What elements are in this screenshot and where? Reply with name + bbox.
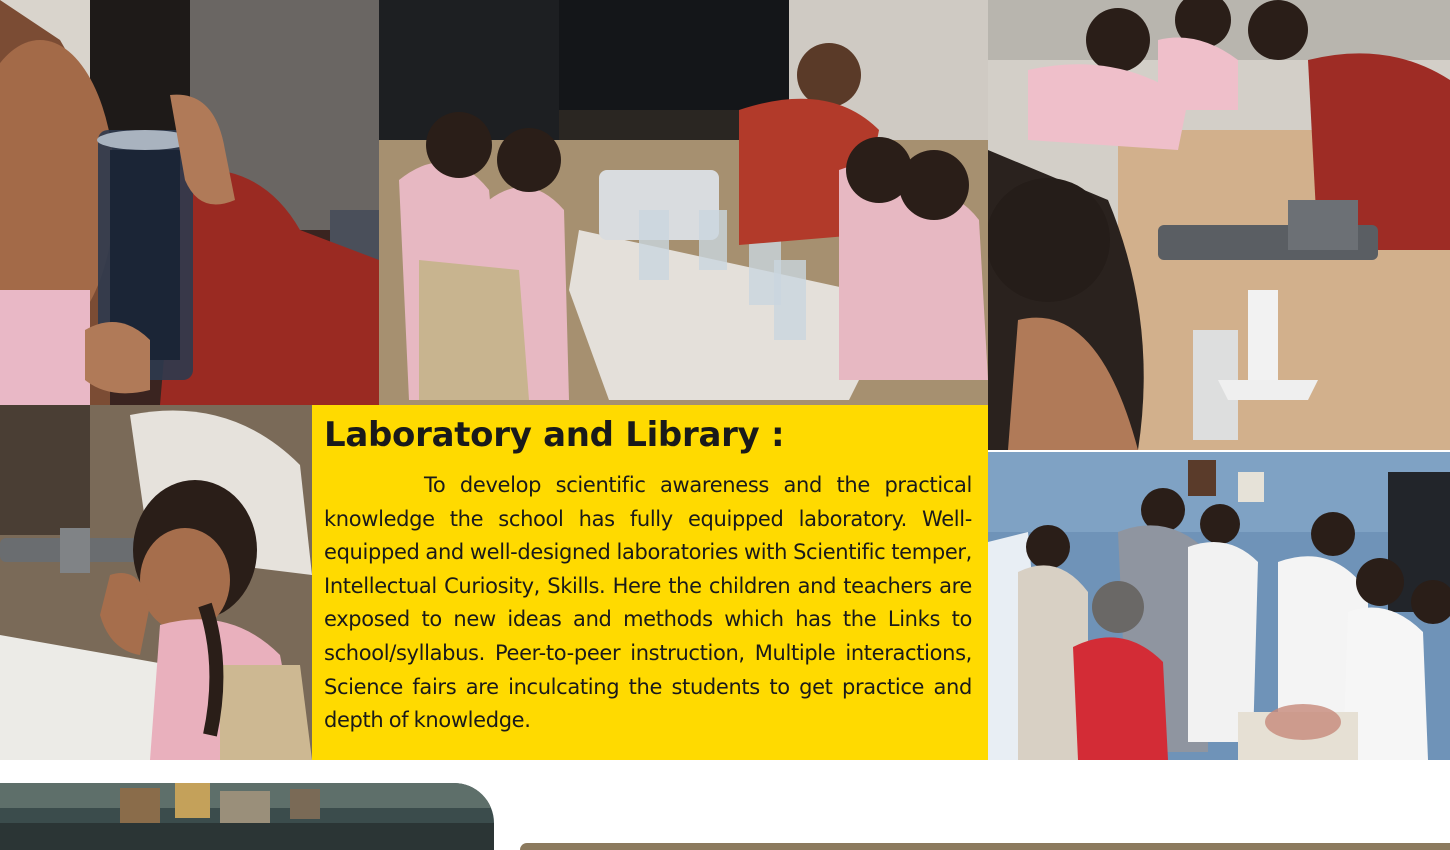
section-body-text: To develop scientific awareness and the practical knowledge the school has fully equipped laboratory. Well-equipped and well-designed laboratories with Scientific temper, Intellectual Curiosity, Skills. Here the children and teachers are exposed to new ideas and methods which has the Links to school/syllabus. Peer-to-peer instruction, Multiple interactions, Science fairs are inculcating the students to get practice and depth of knowledge.	[324, 473, 972, 733]
photo-girl-looking-through-instrument	[0, 405, 312, 760]
photo-science-fair-visitors	[988, 452, 1450, 760]
laboratory-library-panel	[312, 405, 988, 760]
photo-teacher-with-students-microscopes	[379, 0, 988, 405]
photo-boys-at-lab-benches	[988, 0, 1450, 450]
photo-girl-holding-specimen-jar	[0, 0, 379, 405]
section-title: Laboratory and Library :	[324, 415, 785, 455]
footer-decorative-bar	[520, 843, 1450, 850]
photo-library-room-partial	[0, 783, 494, 850]
